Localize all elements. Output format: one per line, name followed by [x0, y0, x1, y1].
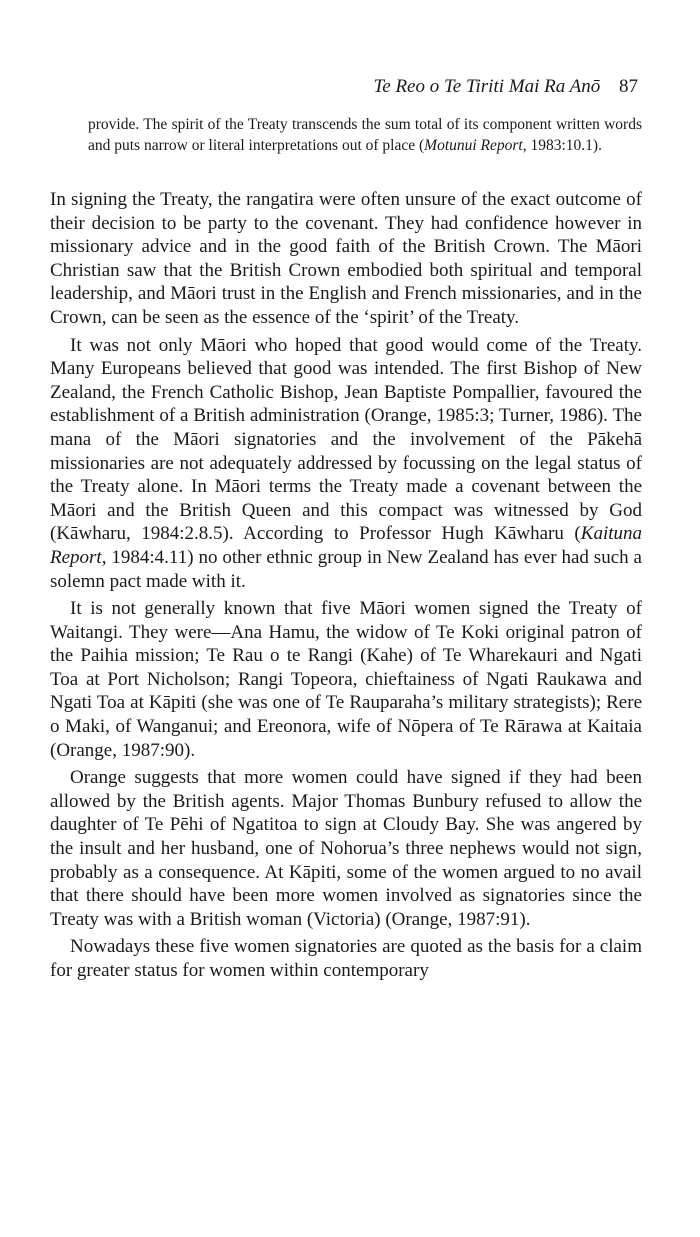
quote-citation-title: Motunui Report	[424, 137, 523, 154]
running-title: Te Reo o Te Tiriti Mai Ra Anō	[373, 76, 601, 97]
paragraph-2-text-a: It was not only Māori who hoped that good would come of the Treaty. Many Europeans believed that good was intended. The first Bishop of New Zealand, the French Catholic Bishop, Jean Baptiste Pompallier, favoured the establishment of a British administration (Orange, 1985:3; Turner, 1986). The mana of the Māori signatories and the involvement of the Pākehā missionaries are not adequately addressed by focussing on the legal status of the Treaty alone. In Māori terms the Treaty made a covenant between the Māori and the British Queen and this compact was witnessed by God (Kāwharu, 1984:2.8.5). According to Professor Hugh Kāwharu (	[50, 334, 642, 545]
body-text	[50, 188, 642, 983]
quote-text: provide. The spirit of the Treaty transcends the sum total of its component written words and puts narrow or literal interpretations out of place (	[88, 116, 642, 154]
paragraph-5: Nowadays these five women signatories are quoted as the basis for a claim for greater status for women within contemporary	[50, 936, 642, 981]
paragraph-2-text-b: , 1984:4.11) no other ethnic group in New Zealand has ever had such a solemn pact made with it.	[50, 546, 642, 592]
paragraph-2	[50, 334, 642, 594]
block-quote	[88, 114, 642, 156]
paragraph-2-italic: Kaituna Report	[50, 523, 642, 568]
paragraph-1: In signing the Treaty, the rangatira were often unsure of the exact outcome of their decision to be party to the covenant. They had confidence however in missionary advice and in the good faith of the British Crown. The Māori Christian saw that the British Crown embodied both spiritual and temporal leadership, and Māori trust in the English and French missionaries, and in the Crown, can be seen as the essence of the ‘spirit’ of the Treaty.	[50, 189, 642, 328]
paragraph-4: Orange suggests that more women could have signed if they had been allowed by the British agents. Major Thomas Bunbury refused to allow the daughter of Te Pēhi of Ngatitoa to sign at Cloudy Bay. She was angered by the insult and her husband, one of Nohorua’s three nephews would not sign, probably as a consequence. At Kāpiti, some of the women argued to no avail that there should have been more women involved as signatories since the Treaty was with a British woman (Victoria) (Orange, 1987:91).	[50, 767, 642, 930]
running-header	[373, 76, 638, 98]
quote-citation-rest: , 1983:10.1).	[522, 137, 602, 154]
page-number: 87	[619, 76, 638, 97]
paragraph-3: It is not generally known that five Māori women signed the Treaty of Waitangi. They were—Ana Hamu, the widow of Te Koki original patron of the Paihia mission; Te Rau o te Rangi (Kahe) of Te Wharekauri and Ngati Toa at Port Nicholson; Rangi Topeora, chieftainess of Ngati Raukawa and Ngati Toa at Kāpiti (she was one of Te Rauparaha’s military strategists); Rere o Maki, of Wanganui; and Ereonora, wife of Nōpera of Te Rārawa at Kaitaia (Orange, 1987:90).	[50, 598, 642, 761]
